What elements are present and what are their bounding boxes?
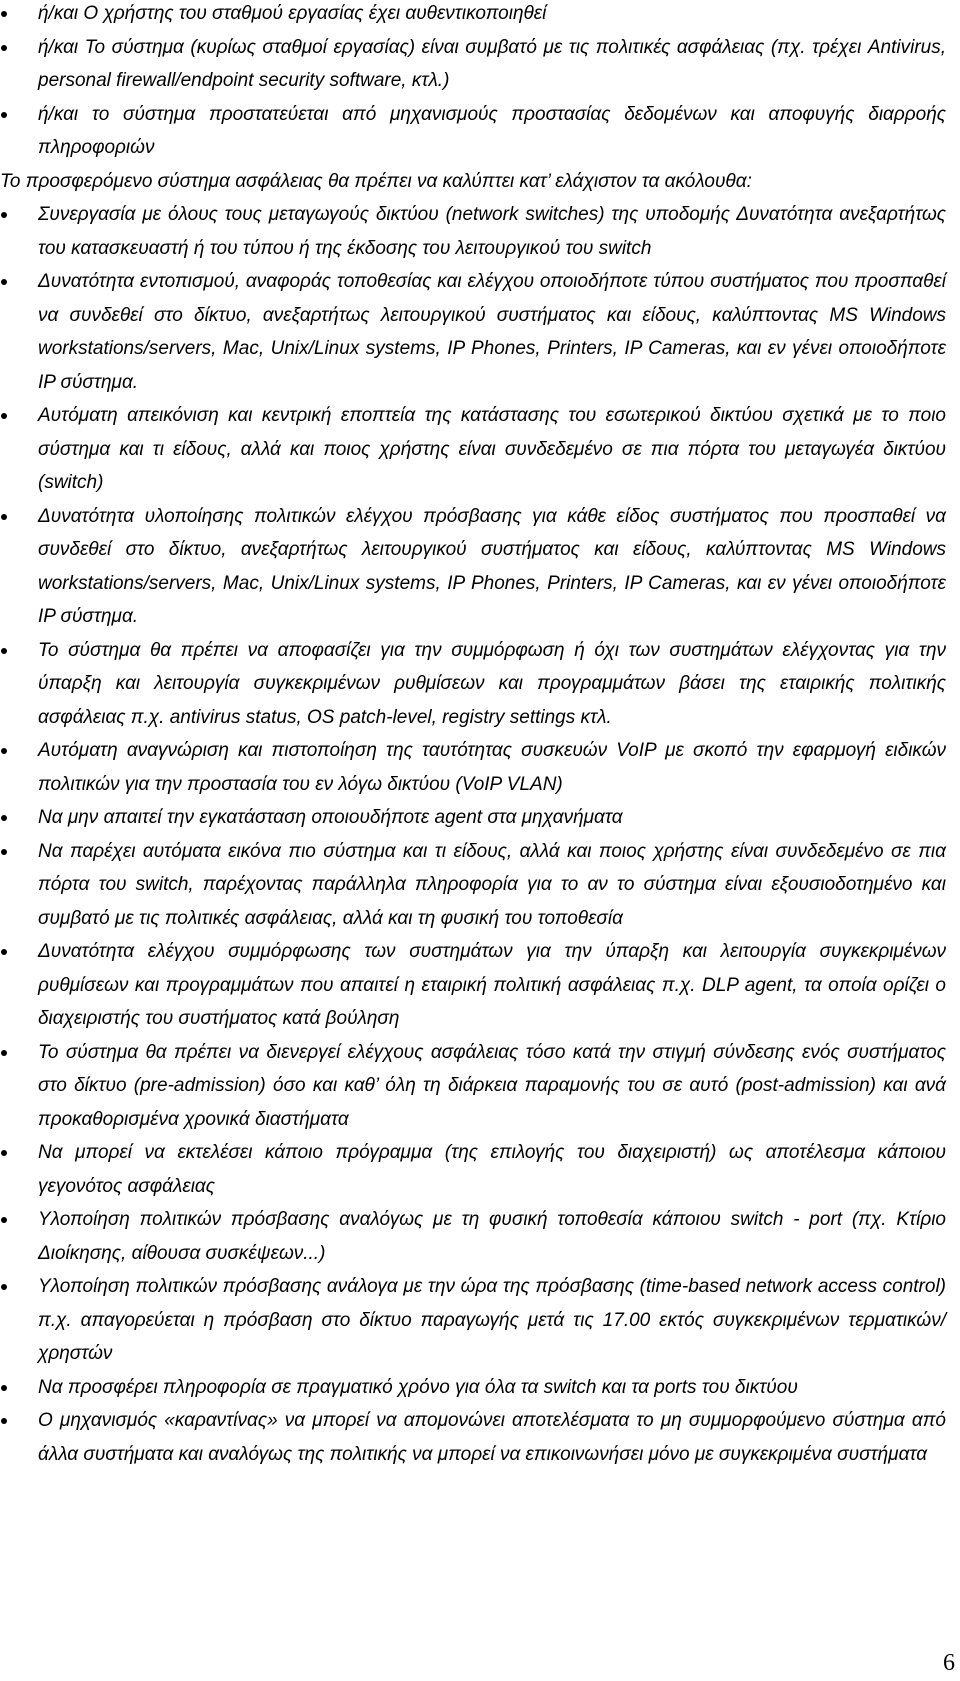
item-text: Ο μηχανισμός «καραντίνας» να μπορεί να απομονώνει αποτελέσματα το μη συμμορφούμενο σύστημα από άλλα συστήματα και αναλόγως της πολιτικής να μπορεί να επικοινωνήσει μόνο με συγκεκριμένα συστήματα	[38, 1410, 946, 1465]
bullet-icon	[1, 849, 7, 855]
bullet-icon	[1, 1385, 7, 1391]
bullet-icon	[1, 413, 7, 419]
bullet-icon	[1, 1050, 7, 1056]
intro-paragraph	[0, 165, 960, 199]
bullet-item-2	[0, 31, 960, 98]
bullet-icon	[1, 279, 7, 285]
bullet-item-5	[0, 265, 960, 399]
bullet-item-14	[0, 1136, 960, 1203]
bullet-icon	[1, 815, 7, 821]
item-text: Αυτόματη απεικόνιση και κεντρική εποπτεία της κατάστασης του εσωτερικού δικτύου σχετικά με το ποιο σύστημα και τι είδους, αλλά και ποιος χρήστης είναι συνδεδεμένο σε πια πόρτα του μεταγωγέα δικτύου (switch)	[38, 405, 946, 493]
item-text: Να μην απαιτεί την εγκατάσταση οποιουδήποτε agent στα μηχανήματα	[38, 807, 623, 828]
bullet-icon	[1, 648, 7, 654]
bullet-item-7	[0, 500, 960, 634]
bullet-icon	[1, 949, 7, 955]
item-text: Υλοποίηση πολιτικών πρόσβασης αναλόγως με τη φυσική τοποθεσία κάποιου switch - port (πχ. Κτίριο Διοίκησης, αίθουσα συσκέψεων...)	[38, 1209, 946, 1264]
item-text: Συνεργασία με όλους τους μεταγωγούς δικτύου (network switches) της υποδομής Δυνατότητα ανεξαρτήτως του κατασκευαστή ή του τύπου ή της έκδοσης του λειτουργικού του switch	[38, 204, 946, 259]
bullet-item-10	[0, 801, 960, 835]
bullet-item-18	[0, 1404, 960, 1471]
bullet-icon	[1, 45, 7, 51]
item-text: ή/και Το σύστημα (κυρίως σταθμοί εργασίας) είναι συμβατό με τις πολιτικές ασφάλειας (πχ. τρέχει Antivirus, personal firewall/endpoint security software, κτλ.)	[38, 36, 946, 91]
bullet-item-13	[0, 1036, 960, 1137]
bullet-icon	[1, 212, 7, 218]
bullet-item-12	[0, 935, 960, 1036]
bullet-icon	[1, 11, 7, 17]
item-text: Δυνατότητα εντοπισμού, αναφοράς τοποθεσίας και ελέγχου οποιοδήποτε τύπου συστήματος που προσπαθεί να συνδεθεί στο δίκτυο, ανεξαρτήτως λειτουργικού συστήματος και είδους, καλύπτοντας MS Windows workstations/servers, Mac, Unix/Linux systems, IP Phones, Printers, IP Cameras, και εν γένει οποιοδήποτε IP σύστημα.	[38, 271, 946, 393]
item-text: ή/και Ο χρήστης του σταθμού εργασίας έχει αυθεντικοποιηθεί	[38, 3, 547, 24]
page-number: 6	[943, 1650, 955, 1676]
bullet-item-9	[0, 734, 960, 801]
bullet-item-3	[0, 98, 960, 165]
item-text: Δυνατότητα υλοποίησης πολιτικών ελέγχου πρόσβασης για κάθε είδος συστήματος που προσπαθεί να συνδεθεί στο δίκτυο, ανεξαρτήτως λειτουργικού συστήματος και είδους, καλύπτοντας MS Windows workstations/servers, Mac, Unix/Linux systems, IP Phones, Printers, IP Cameras, και εν γένει οποιοδήποτε IP σύστημα.	[38, 505, 946, 627]
bullet-icon	[1, 1217, 7, 1223]
bullet-item-17	[0, 1371, 960, 1405]
bullet-icon	[1, 748, 7, 754]
item-text: Να παρέχει αυτόματα εικόνα πιο σύστημα και τι είδους, αλλά και ποιος χρήστης είναι συνδεδεμένο σε πια πόρτα του switch, παρέχοντας παράλληλα πληροφορία για το αν το σύστημα είναι εξουσιοδοτημένο και συμβατό με τις πολιτικές ασφάλειας, αλλά και τη φυσική του τοποθεσία	[38, 840, 946, 929]
bullet-item-1	[0, 0, 960, 31]
bullet-item-15	[0, 1203, 960, 1270]
paragraph-text: Το προσφερόμενο σύστημα ασφάλειας θα πρέπει να καλύπτει κατ’ ελάχιστον τα ακόλουθα:	[0, 170, 752, 192]
item-text: Να προσφέρει πληροφορία σε πραγματικό χρόνο για όλα τα switch και τα ports του δικτύου	[38, 1376, 798, 1398]
bullet-item-4	[0, 198, 960, 265]
item-text: Δυνατότητα ελέγχου συμμόρφωσης των συστημάτων για την ύπαρξη και λειτουργία συγκεκριμένων ρυθμίσεων και προγραμμάτων που απαιτεί η εταιρική πολιτική ασφάλειας π.χ. DLP agent, τα οποία ορίζει ο διαχειριστής του συστήματος κατά βούληση	[38, 941, 946, 1029]
item-text: Υλοποίηση πολιτικών πρόσβασης ανάλογα με την ώρα της πρόσβασης (time-based network access control) π.χ. απαγορεύεται η πρόσβαση στο δίκτυο παραγωγής μετά τις 17.00 εκτός συγκεκριμένων τερματικών/χρηστών	[38, 1276, 946, 1364]
bullet-item-8	[0, 634, 960, 735]
bullet-item-16	[0, 1270, 960, 1371]
item-text: Να μπορεί να εκτελέσει κάποιο πρόγραμμα (της επιλογής του διαχειριστή) ως αποτέλεσμα κάποιου γεγονότος ασφάλειας	[38, 1142, 946, 1197]
item-text: ή/και το σύστημα προστατεύεται από μηχανισμούς προστασίας δεδομένων και αποφυγής διαρροής πληροφοριών	[38, 103, 946, 158]
item-text: Αυτόματη αναγνώριση και πιστοποίηση της ταυτότητας συσκευών VoIP με σκοπό την εφαρμογή ειδικών πολιτικών για την προστασία του εν λόγω δικτύου (VoIP VLAN)	[38, 740, 946, 795]
bullet-icon	[1, 1150, 7, 1156]
bullet-item-6	[0, 399, 960, 500]
item-text: Το σύστημα θα πρέπει να διενεργεί ελέγχους ασφάλειας τόσο κατά την στιγμή σύνδεσης ενός συστήματος στο δίκτυο (pre-admission) όσο και καθ’ όλη τη διάρκεια παραμονής του σε αυτό (post-admission) και ανά προκαθορισμένα χρονικά διαστήματα	[38, 1041, 946, 1130]
bullet-icon	[1, 112, 7, 118]
bullet-icon	[1, 514, 7, 520]
item-text: Το σύστημα θα πρέπει να αποφασίζει για την συμμόρφωση ή όχι των συστημάτων ελέγχοντας για την ύπαρξη και λειτουργία συγκεκριμένων ρυθμίσεων και προγραμμάτων βάσει της εταιρικής πολιτικής ασφάλειας π.χ. antivirus status, OS patch-level, registry settings κτλ.	[38, 639, 946, 728]
bullet-item-11	[0, 835, 960, 936]
bullet-icon	[1, 1418, 7, 1424]
bullet-icon	[1, 1284, 7, 1290]
